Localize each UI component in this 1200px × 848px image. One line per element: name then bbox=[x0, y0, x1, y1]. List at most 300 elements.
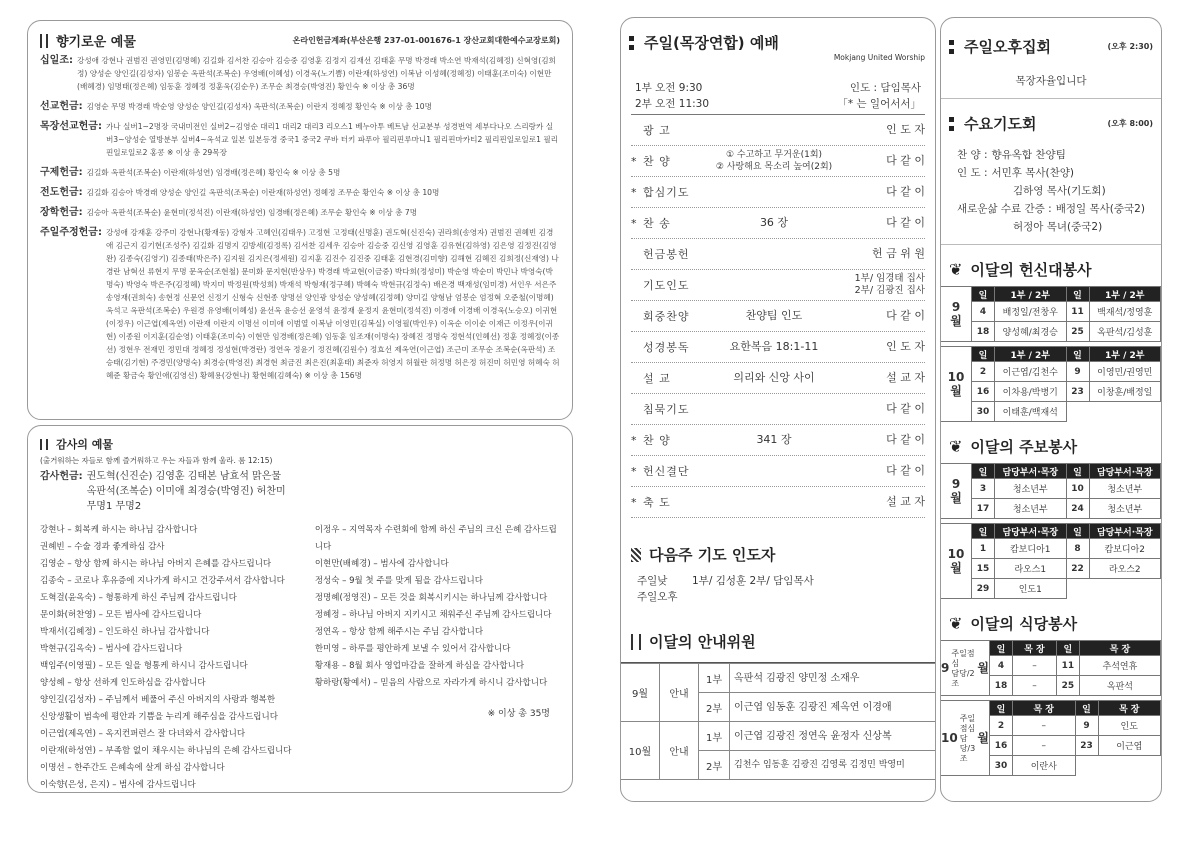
column-header: 담당부서·목장 bbox=[1089, 524, 1161, 539]
offering-item bbox=[40, 226, 560, 382]
assignee-cell: 청소년부 bbox=[1089, 499, 1161, 519]
day-cell: 8 bbox=[1066, 539, 1089, 559]
worship-item: 합심기도 bbox=[643, 186, 690, 199]
wednesday-line bbox=[957, 164, 1161, 182]
thanks-entry: 백임주(이영필) – 모든 일을 형통케 하시니 감사드립니다 bbox=[40, 661, 248, 671]
worship-item: 광 고 bbox=[643, 124, 671, 137]
month-row bbox=[972, 479, 1161, 499]
day-cell: 30 bbox=[990, 756, 1013, 776]
thanks-entry: 양인길(김성자) – 주님께서 베풀어 주신 아버지의 사랑과 행복한 bbox=[40, 695, 276, 705]
offering-item bbox=[40, 186, 560, 199]
month-row bbox=[972, 579, 1161, 599]
column-header: 담당부서·목장 bbox=[995, 464, 1067, 479]
assignee-cell: – bbox=[1013, 676, 1057, 696]
month-suffix: 월 bbox=[950, 491, 962, 505]
wednesday-key: 인 도 : bbox=[957, 167, 988, 179]
assignee-cell: – bbox=[1013, 716, 1076, 736]
thanks-entry: 황하랑(황예서) – 믿음의 사람으로 자라가게 하시니 감사합니다 bbox=[314, 678, 548, 688]
assignee-cell: 옥판석 bbox=[1079, 676, 1160, 696]
month-number: 10 bbox=[947, 547, 965, 561]
afternoon-title: 주일오후집회 bbox=[949, 36, 1051, 57]
offering-list bbox=[28, 54, 572, 382]
day-cell: 3 bbox=[972, 479, 995, 499]
assignee-cell: 배정일/전창우 bbox=[995, 302, 1067, 322]
month-table bbox=[971, 523, 1161, 599]
worship-row bbox=[631, 177, 925, 208]
month-header-row bbox=[990, 701, 1161, 716]
guides-part: 1부 bbox=[699, 664, 730, 693]
wednesday-lines bbox=[957, 146, 1161, 236]
bulletin-table bbox=[941, 463, 1161, 599]
worship-leader: 다 같 이 bbox=[886, 433, 925, 446]
worship-row bbox=[631, 456, 925, 487]
column-header: 일 bbox=[1075, 701, 1098, 716]
month-row bbox=[972, 539, 1161, 559]
thanks-name-line: 옥판석(조복순) 이미애 최경승(박영진) 허찬미 bbox=[86, 486, 286, 497]
worship-detail: 요한복음 18:1-11 bbox=[729, 340, 819, 353]
worship-leader: 설 교 자 bbox=[886, 371, 925, 384]
thanks-entry: 박재서(김혜정) – 인도하신 하나님 감사합니다 bbox=[40, 627, 210, 637]
month-header-row bbox=[972, 464, 1161, 479]
guides-title: 이달의 안내위원 bbox=[631, 631, 925, 652]
worship-leader: 다 같 이 bbox=[886, 402, 925, 415]
thanks-entry: 정혜정 – 하나님 아버지 지키시고 채워주신 주님께 감사드립니다 bbox=[314, 610, 552, 620]
month-number: 9 bbox=[941, 661, 950, 675]
offering-label: 전도헌금: bbox=[40, 187, 83, 198]
month-table bbox=[971, 346, 1161, 422]
day-cell: 22 bbox=[1066, 559, 1089, 579]
month-block bbox=[941, 640, 1161, 696]
column-header: 일 bbox=[1056, 641, 1079, 656]
offering-names: 강성애 강현나 권범진 권영민(김명혜) 김길화 김서찬 김승아 김승중 김영훈 김정지 김재선 김태훈 무명 박경래 박소연 박재석(김혜정) 신혁영(김희정) 양성순 양인길(김성자) 임봉순 옥판석(조복순) 우영배(이혜성) 이경욱(노기쁨) 이란재(하성연) 이복남 이성혜(정혜정) 이태훈(조미숙) 이현만(배혜경) 임명태(정은혜) 임동훈 정혜정 정훈욱(김순우) 조무순 최경승(박영진) 황인숙 ※ 이상 총 36명 bbox=[76, 56, 556, 91]
guides-part: 2부 bbox=[699, 751, 730, 780]
clover-icon: ❦ bbox=[949, 437, 963, 456]
wednesday-title: 수요기도회 bbox=[949, 113, 1036, 134]
thanks-column-2 bbox=[315, 522, 560, 692]
month-block bbox=[941, 700, 1161, 776]
guides-row bbox=[621, 664, 935, 693]
column-header: 일 bbox=[972, 347, 995, 362]
month-duty: 주일점심 담당/3조 bbox=[959, 714, 976, 763]
worship-item: 성경봉독 bbox=[643, 341, 690, 354]
day-cell: 15 bbox=[972, 559, 995, 579]
month-table bbox=[971, 286, 1161, 342]
guides-month: 9월 bbox=[621, 664, 660, 722]
thanks-entry: 황재용 – 8월 회사 영업마감을 잘하게 하심을 감사합니다 bbox=[314, 661, 525, 671]
thanks-entry: 이현만(배혜경) – 범사에 감사합니다 bbox=[314, 559, 449, 569]
dining-title: ❦ 이달의 식당봉사 bbox=[949, 614, 1078, 633]
assignee-cell: 추석연휴 bbox=[1079, 656, 1160, 676]
wednesday-line bbox=[957, 146, 1161, 164]
month-table bbox=[971, 463, 1161, 519]
worship-item: 헌금봉헌 bbox=[643, 248, 690, 261]
day-cell: 23 bbox=[1066, 382, 1089, 402]
thanks-entry: 정명혜(정영진) – 모든 것을 회복시키시는 하나님께 감사합니다 bbox=[314, 593, 548, 603]
worship-row bbox=[631, 301, 925, 332]
worship-leader: 설 교 자 bbox=[886, 495, 925, 508]
stand-star: * bbox=[631, 154, 637, 168]
worship-row bbox=[631, 487, 925, 518]
month-duty: 주일점심 담당/2조 bbox=[951, 649, 975, 688]
assignee-cell: 이근엽/김천수 bbox=[995, 362, 1067, 382]
month-row bbox=[972, 322, 1161, 342]
month-block bbox=[941, 463, 1161, 519]
month-number: 10 bbox=[941, 731, 958, 745]
thanks-entry: 박현규(김옥숙) – 범사에 감사드립니다 bbox=[40, 644, 183, 654]
online-account: 온라인헌금계좌(부산은행 237-01-001676-1 장산교회대한예수교장로회) bbox=[292, 36, 560, 45]
month-label bbox=[941, 640, 989, 696]
worship-row bbox=[631, 332, 925, 363]
offering-item bbox=[40, 206, 560, 219]
thanks-entry: 이명선 – 한주간도 은혜속에 살게 하심 감사합니다 bbox=[40, 763, 225, 773]
worship-detail: 의리와 신앙 사이 bbox=[733, 371, 815, 384]
service-time-1: 1부 오전 9:30 bbox=[635, 82, 703, 94]
worship-item: 찬 양 bbox=[643, 434, 671, 447]
month-suffix: 월 bbox=[950, 384, 962, 398]
thanks-panel bbox=[27, 425, 573, 793]
wednesday-value: 배정일 목사(중국2) bbox=[1055, 203, 1145, 215]
thanks-entry: 정연옥 – 항상 함께 해주시는 주님 감사합니다 bbox=[314, 627, 484, 637]
guides-names: 이근엽 임동훈 김광진 제옥연 이경애 bbox=[730, 693, 936, 722]
column-header: 일 bbox=[990, 701, 1013, 716]
worship-row bbox=[631, 270, 925, 301]
day-cell: 24 bbox=[1066, 499, 1089, 519]
wednesday-value: 허정아 목녀(중국2) bbox=[1013, 221, 1103, 233]
worship-detail: 341 장 bbox=[756, 433, 792, 446]
assignee-cell: 이란사 bbox=[1013, 756, 1076, 776]
thanks-column-1 bbox=[40, 522, 305, 793]
column-header: 일 bbox=[1066, 287, 1089, 302]
day-cell: 16 bbox=[972, 382, 995, 402]
right-panel bbox=[940, 17, 1162, 802]
worship-row bbox=[631, 239, 925, 270]
worship-row bbox=[631, 394, 925, 425]
day-cell: 11 bbox=[1066, 302, 1089, 322]
month-row bbox=[972, 362, 1161, 382]
offering-item bbox=[40, 166, 560, 179]
assignee-cell: 백재석/정영훈 bbox=[1089, 302, 1161, 322]
wednesday-key bbox=[957, 182, 1009, 200]
worship-leader: 다 같 이 bbox=[886, 154, 925, 167]
guides-names: 김천수 임동훈 김광진 김영록 김정민 박영미 bbox=[730, 751, 936, 780]
thanks-entry: 신앙생활이 범속에 평안과 기쁨을 누리게 해주심을 감사드립니다 bbox=[40, 712, 278, 722]
column-header: 일 bbox=[972, 287, 995, 302]
guides-part: 2부 bbox=[699, 693, 730, 722]
month-row bbox=[972, 382, 1161, 402]
next-prayer-title: 다음주 기도 인도자 bbox=[631, 544, 925, 565]
column-header: 일 bbox=[1066, 524, 1089, 539]
offering-names: 강성애 강재훈 강주미 강현나(황재동) 강형자 고혜인(김태우) 고정현 고정태(신명훈) 권도혁(신진숙) 권라희(송영자) 권범진 권혜빈 김경애 김근지 김기현(조성주) 김길화 김명지 김방세(김정록) 김서찬 김세우 김승아 김승중 김신영 김영훈 김유현(김하영) 김은영 김정진(김영완) 김종숙(김영기) 김종태(박은주) 김지원 김지은(정세원) 김지훈 김진수 김진중 김태훈 김현경(김미향) 김해현 김혜진 김희정(신재영) 나경란 남혁선 류현지 무명 문옥순(조현철) 문미화 문지현(반상우) 박경래 박교현(이금중) 박다희(정성미) 박순영 박순미 박민나 박영숙(박명숙) 박영숙 박은주(김정혜) 박지미 박정원(박성희) 박재석 박형재(정구혜) 박혜숙 박현규(김정숙) 배은경 백재성(임미경) 서인우 서은주 송영재(권희숙) 송현정 신문연 신정기 신형숙 신현종 양명선 양인광 양성순 양성혜(김정혜) 양미길 양형남 엄봉순 엄정혁 오준철(이명혜) 옥석고 옥판석(조복순) 우원경 유영배(이혜성) 윤선옥 윤승선 윤영석 윤정재 윤정지 윤현미(정석진) 이경애 이경배 이경욱(노승오) 이귀현(이정우) 이근엽(제옥연) 이란재 이란지 이명선 이미애 이범열 이복남 이영민(김복실) 이영필(박인우) 이옥순 이이순 이재근 이정우(이귀현) 이종원 이지훈(김순영) 이태훈(조미숙) 이현만 임경배(정은혜) 임동훈 임조재(이명숙) 장혜진 정명숙 정현석(인혜선) 정훈 정혜정(이종선) 정현우 전재민 정민대 정혜정 정성현(박경란) 정연옥 정윤기 정진혜(김원수) 정효선 제옥연(이근엽) 조근미 조무순 조복순(옥판석) 조승태(김기현) 주경민(양명숙) 최경승(박영진) 최경현 최금진 최은진(최훈태) 최준자 허영지 허월란 허정명 허은정 허진미 허민영 허혜숙 허혜준 황금숙 황인애(김영신) 황혜용(강현나) 황현혜(김혜숙) ※ 이상 총 156명 bbox=[105, 228, 560, 380]
offering-names: 김영순 무명 박경래 박순영 양성순 양인길(김성자) 옥판석(조복순) 이란지 정혜정 황인숙 ※ 이상 총 10명 bbox=[86, 102, 432, 111]
thanks-entry: 도혁걸(윤옥숙) – 형통하게 하신 주님께 감사드립니다 bbox=[40, 593, 237, 603]
month-table bbox=[989, 700, 1161, 776]
day-cell: 4 bbox=[972, 302, 995, 322]
assignee-cell: 라오스2 bbox=[1089, 559, 1161, 579]
column-header: 1부 / 2부 bbox=[1089, 347, 1161, 362]
worship-leader: 1부/ 임경태 집사 2부/ 김광진 집사 bbox=[854, 273, 925, 296]
wednesday-value: 서민후 목사(찬양) bbox=[991, 167, 1075, 179]
guides-part: 1부 bbox=[699, 722, 730, 751]
worship-row bbox=[631, 115, 925, 146]
offering-title: 향기로운 예물 bbox=[40, 31, 136, 50]
guides-role: 안내 bbox=[660, 664, 699, 722]
worship-leader: 다 같 이 bbox=[886, 185, 925, 198]
hatched-bullet-icon bbox=[631, 548, 641, 562]
worship-detail: 찬양팀 인도 bbox=[745, 309, 803, 322]
thanks-verse: (출거워하는 자들로 함께 즐거워하고 우는 자들과 함께 울라. 롬 12:15) bbox=[40, 456, 273, 465]
month-suffix: 월 bbox=[950, 314, 962, 328]
offering-panel bbox=[27, 20, 573, 420]
offering-item bbox=[40, 54, 560, 93]
worship-item: 헌신결단 bbox=[643, 465, 690, 478]
month-row bbox=[990, 656, 1161, 676]
thanks-entry: 문이화(허찬영) – 모든 범사에 감사드립니다 bbox=[40, 610, 202, 620]
assignee-cell: 이창훈/배정일 bbox=[1089, 382, 1161, 402]
offering-label: 장학헌금: bbox=[40, 207, 83, 218]
stand-star: * bbox=[631, 464, 637, 478]
bulletin-title: ❦ 이달의 주보봉사 bbox=[949, 437, 1078, 456]
column-header: 일 bbox=[1066, 464, 1089, 479]
guides-role: 안내 bbox=[660, 722, 699, 780]
assignee-cell: 인도1 bbox=[995, 579, 1067, 599]
column-header: 담당부서·목장 bbox=[995, 524, 1067, 539]
worship-leader: 다 같 이 bbox=[886, 464, 925, 477]
service-time-2: 2부 오전 11:30 bbox=[635, 98, 710, 110]
month-number: 9 bbox=[951, 300, 961, 314]
thanks-name-line: 무명1 무명2 bbox=[86, 501, 142, 512]
assignee-cell: 이영민/권영민 bbox=[1089, 362, 1161, 382]
column-header: 목 장 bbox=[1098, 701, 1161, 716]
thanks-entry: 이정우 – 지역목자 수련회에 함께 하신 주님의 크신 은혜 감사드립니다 bbox=[314, 525, 557, 552]
dining-table bbox=[941, 640, 1161, 776]
worship-leader: 다 같 이 bbox=[886, 216, 925, 229]
worship-item: 축 도 bbox=[643, 496, 671, 509]
worship-subtitle: Mokjang United Worship bbox=[833, 53, 925, 62]
column-header: 목 장 bbox=[1079, 641, 1160, 656]
afternoon-time: (오후 2:30) bbox=[1107, 42, 1153, 51]
bar-icon bbox=[40, 439, 48, 450]
month-label bbox=[941, 286, 971, 342]
worship-leader: 인 도 자 bbox=[886, 123, 925, 136]
stand-star: * bbox=[631, 185, 637, 199]
worship-row bbox=[631, 208, 925, 239]
assignee-cell: 양성혜/최경승 bbox=[995, 322, 1067, 342]
column-header: 일 bbox=[972, 524, 995, 539]
square-bullet-icon bbox=[949, 40, 954, 54]
thanks-entry: 권혜빈 – 수술 경과 좋게하심 감사 bbox=[40, 542, 165, 552]
month-header-row bbox=[972, 347, 1161, 362]
month-label bbox=[941, 346, 971, 422]
column-header: 담당부서·목장 bbox=[1089, 464, 1161, 479]
offering-names: 김길화 옥판석(조복순) 이란재(하성연) 임경배(정은혜) 황인숙 ※ 이상 총 5명 bbox=[86, 168, 341, 177]
worship-title: 주일(목장연합) 예배 bbox=[629, 32, 925, 53]
wednesday-line bbox=[957, 200, 1161, 218]
day-cell: 23 bbox=[1075, 736, 1098, 756]
assignee-cell: 캄보디아2 bbox=[1089, 539, 1161, 559]
stand-note: 「* 는 일어서서」 bbox=[837, 98, 921, 110]
wednesday-key bbox=[957, 218, 1009, 236]
thanks-label: 감사헌금: bbox=[40, 471, 83, 482]
column-header: 1부 / 2부 bbox=[995, 287, 1067, 302]
clover-icon: ❦ bbox=[949, 614, 963, 633]
column-header: 목 장 bbox=[1013, 701, 1076, 716]
offering-label: 선교헌금: bbox=[40, 101, 83, 112]
month-suffix: 월 bbox=[950, 561, 962, 575]
wednesday-value: 향유옥합 찬양팀 bbox=[991, 149, 1066, 161]
assignee-cell: 옥판석/김성훈 bbox=[1089, 322, 1161, 342]
month-suffix: 월 bbox=[977, 731, 989, 745]
offering-label: 목장선교헌금: bbox=[40, 121, 102, 132]
month-block bbox=[941, 346, 1161, 422]
month-row bbox=[972, 402, 1161, 422]
thanks-entry: 한미영 – 하루를 평안하게 보낼 수 있어서 감사합니다 bbox=[314, 644, 511, 654]
month-header-row bbox=[972, 287, 1161, 302]
assignee-cell: 라오스1 bbox=[995, 559, 1067, 579]
worship-leader: 헌 금 위 원 bbox=[872, 247, 925, 260]
offering-label: 주일주정헌금: bbox=[40, 227, 102, 238]
worship-detail: 36 장 bbox=[759, 216, 789, 229]
column-header: 일 bbox=[1066, 347, 1089, 362]
wednesday-line bbox=[957, 182, 1161, 200]
stand-star: * bbox=[631, 433, 637, 447]
month-suffix: 월 bbox=[977, 661, 989, 675]
stand-star: * bbox=[631, 495, 637, 509]
worship-item: 설 교 bbox=[643, 372, 671, 385]
worship-item: 찬 송 bbox=[643, 217, 671, 230]
thanks-entry: 김종숙 – 코로나 후유증에 지나가게 하시고 건강주셔서 감사합니다 bbox=[40, 576, 285, 586]
month-row bbox=[972, 302, 1161, 322]
month-row bbox=[972, 499, 1161, 519]
stand-star: * bbox=[631, 216, 637, 230]
assignee-cell: – bbox=[1013, 656, 1057, 676]
worship-item: 회중찬양 bbox=[643, 310, 690, 323]
wednesday-value: 김하영 목사(기도회) bbox=[1013, 185, 1106, 197]
offering-names: 김승아 옥판석(조복순) 윤현미(정석진) 이란재(하성연) 임경배(정은혜) 조무순 황인숙 ※ 이상 총 7명 bbox=[86, 208, 418, 217]
wednesday-time: (오후 8:00) bbox=[1107, 119, 1153, 128]
column-header: 1부 / 2부 bbox=[995, 347, 1067, 362]
worship-detail: ① 수고하고 무거운(1회) ② 사랑해요 목소리 높여(2회) bbox=[715, 150, 833, 172]
day-cell: 4 bbox=[990, 656, 1013, 676]
wednesday-key: 찬 양 : bbox=[957, 149, 988, 161]
worship-leader: 인 도 자 bbox=[886, 340, 925, 353]
month-number: 9 bbox=[951, 477, 961, 491]
assignee-cell: 청소년부 bbox=[995, 499, 1067, 519]
day-cell: 9 bbox=[1075, 716, 1098, 736]
offering-item bbox=[40, 120, 560, 159]
month-row bbox=[990, 756, 1161, 776]
guides-names: 옥판석 김광진 양민정 소재우 bbox=[730, 664, 936, 693]
assignee-cell: 인도 bbox=[1098, 716, 1161, 736]
thanks-entry: 이란재(하성연) – 부족함 없이 채우시는 하나님의 은혜 감사드립니다 bbox=[40, 746, 292, 756]
thanks-entry: 강현나 – 회복케 하시는 하나님 감사합니다 bbox=[40, 525, 198, 535]
guides-names: 이근엽 김광진 정연옥 윤정자 신상복 bbox=[730, 722, 936, 751]
month-table bbox=[989, 640, 1161, 696]
assignee-cell: 청소년부 bbox=[995, 479, 1067, 499]
month-row bbox=[990, 676, 1161, 696]
assignee-cell: – bbox=[1013, 736, 1076, 756]
column-header: 일 bbox=[972, 464, 995, 479]
day-cell: 11 bbox=[1056, 656, 1079, 676]
next-prayer-label-1: 주일낮 bbox=[637, 575, 668, 587]
day-cell: 17 bbox=[972, 499, 995, 519]
square-bullet-icon bbox=[949, 117, 954, 131]
worship-panel bbox=[620, 17, 936, 802]
next-prayer-label-2: 주일오후 bbox=[637, 591, 678, 603]
month-label bbox=[941, 700, 989, 776]
thanks-entry: 이숙향(은성, 은지) – 범사에 감사드립니다 bbox=[40, 780, 196, 790]
month-block bbox=[941, 523, 1161, 599]
assignee-cell: 캄보디아1 bbox=[995, 539, 1067, 559]
column-header: 목 장 bbox=[1013, 641, 1057, 656]
column-header: 1부 / 2부 bbox=[1089, 287, 1161, 302]
devotion-title: ❦ 이달의 헌신대봉사 bbox=[949, 260, 1092, 279]
assignee-cell: 이차용/박병기 bbox=[995, 382, 1067, 402]
month-header-row bbox=[972, 524, 1161, 539]
thanks-entry: 양성혜 – 항상 선하게 인도하심을 감사합니다 bbox=[40, 678, 206, 688]
day-cell: 25 bbox=[1066, 322, 1089, 342]
wednesday-key: 새로운삶 수료 간증 : bbox=[957, 203, 1052, 215]
bar-icon bbox=[40, 34, 48, 48]
thanks-title: 감사의 예물 bbox=[40, 436, 560, 452]
guides-month: 10월 bbox=[621, 722, 660, 780]
day-cell: 10 bbox=[1066, 479, 1089, 499]
thanks-entry: 이근엽(제옥연) – 옥지컨퍼런스 잘 다녀와서 감사합니다 bbox=[40, 729, 246, 739]
afternoon-text: 목장자율입니다 bbox=[1015, 75, 1087, 87]
thanks-entry: 김영순 – 항상 함께 하시는 하나님 아버지 은혜를 감사드립니다 bbox=[40, 559, 272, 569]
month-header-row bbox=[990, 641, 1161, 656]
devotion-table bbox=[941, 286, 1161, 422]
guides-row bbox=[621, 722, 935, 751]
day-cell: 18 bbox=[990, 676, 1013, 696]
order-of-worship bbox=[631, 115, 925, 518]
month-block bbox=[941, 286, 1161, 342]
month-row bbox=[990, 736, 1161, 756]
worship-item: 침묵기도 bbox=[643, 403, 690, 416]
day-cell: 16 bbox=[990, 736, 1013, 756]
day-cell: 25 bbox=[1056, 676, 1079, 696]
offering-names: 김길화 김승아 박경래 양성순 양인길 옥판석(조복순) 이란재(하성연) 정혜정 조무순 황인숙 ※ 이상 총 10명 bbox=[86, 188, 440, 197]
worship-item: 기도인도 bbox=[643, 279, 690, 292]
thanks-name-line: 권도혁(신진순) 김영훈 김태본 남효석 맑은물 bbox=[86, 471, 282, 482]
day-cell: 29 bbox=[972, 579, 995, 599]
clover-icon: ❦ bbox=[949, 260, 963, 279]
thanks-total: ※ 이상 총 35명 bbox=[487, 709, 550, 719]
service-leader: 인도 : 담임목사 bbox=[849, 82, 921, 94]
day-cell: 9 bbox=[1066, 362, 1089, 382]
thanks-entry: 정성숙 – 9월 첫 주를 맞게 됨을 감사드립니다 bbox=[314, 576, 483, 586]
day-cell: 2 bbox=[990, 716, 1013, 736]
square-bullet-icon bbox=[629, 36, 634, 50]
assignee-cell: 청소년부 bbox=[1089, 479, 1161, 499]
bar-icon bbox=[631, 634, 641, 650]
day-cell: 18 bbox=[972, 322, 995, 342]
worship-row bbox=[631, 425, 925, 456]
worship-row bbox=[631, 146, 925, 177]
assignee-cell: 이태훈/백재석 bbox=[995, 402, 1067, 422]
month-number: 10 bbox=[947, 370, 965, 384]
offering-label: 십일조: bbox=[40, 55, 73, 66]
offering-names: 가나 실버1~2명장 국내미전인 실버2~김영순 대리1 대리2 대리3 리오스1 베누아투 베트남 선교분부 성경번역 세부다나오 스리랑카 실버3~양성순 열방분부 실버4~옥석교 일본 일본등경 중국1 중국2 쿠바 터키 파푸아 필리핀루마니1 필리핀마카티2 필리핀일로일로1 필리핀일로일로2 홍콩 ※ 이상 총 29목장 bbox=[105, 122, 559, 157]
next-prayer-text-1: 1부/ 김성훈 2부/ 담임목사 bbox=[692, 575, 814, 587]
month-label bbox=[941, 463, 971, 519]
worship-item: 찬 양 bbox=[643, 155, 671, 168]
month-row bbox=[972, 559, 1161, 579]
offering-item bbox=[40, 100, 560, 113]
column-header: 일 bbox=[990, 641, 1013, 656]
offering-label: 구제헌금: bbox=[40, 167, 83, 178]
worship-row bbox=[631, 363, 925, 394]
day-cell: 30 bbox=[972, 402, 995, 422]
